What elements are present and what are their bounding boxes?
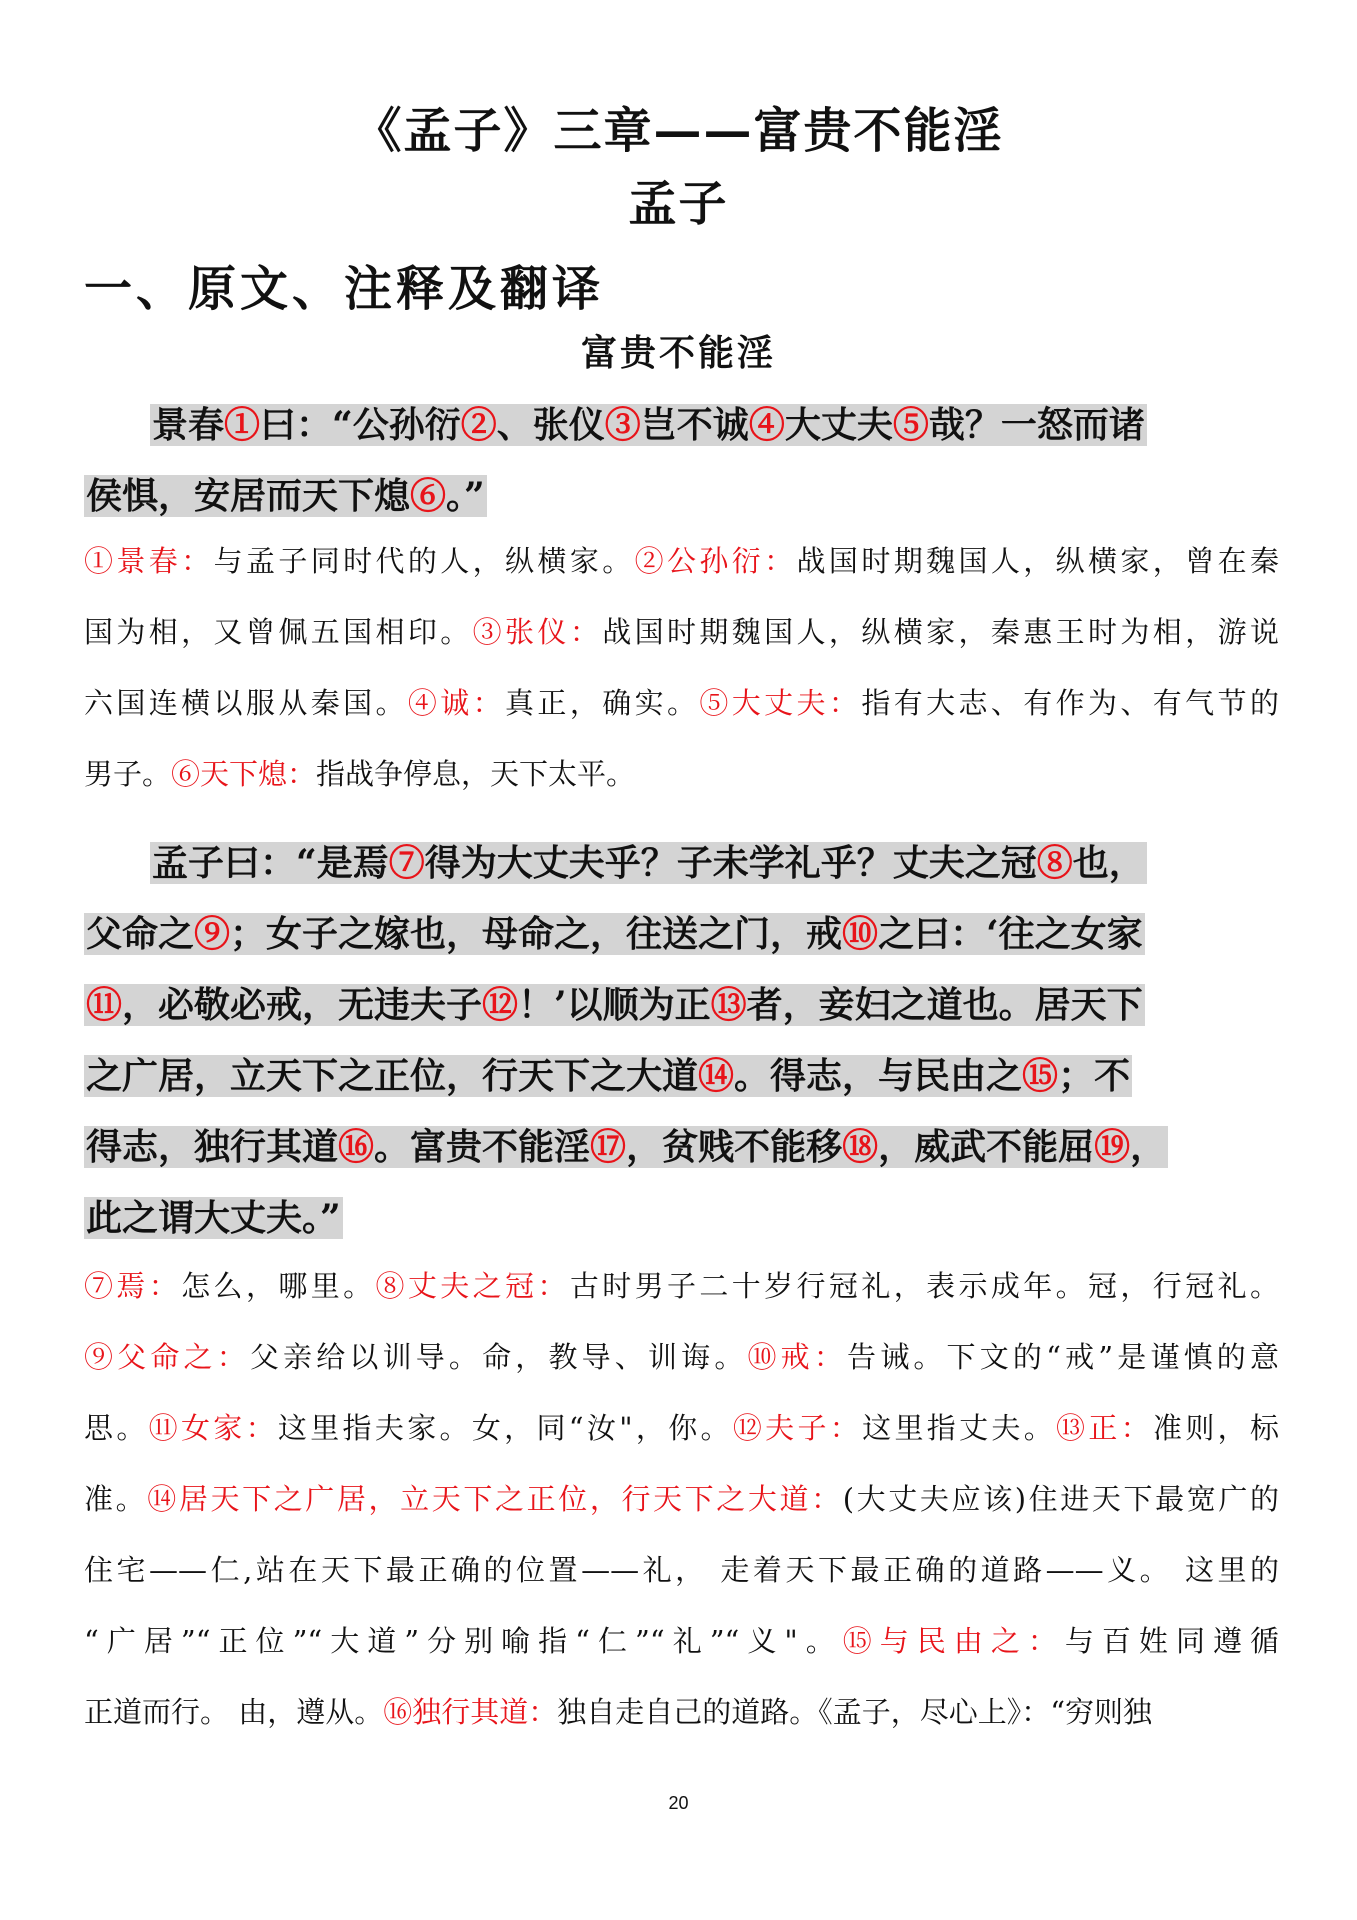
annotation-line: ⑦焉：怎么，哪里。⑧丈夫之冠：古时男子二十岁行冠礼，表示成年。冠，行冠礼。	[84, 1269, 1279, 1303]
original-text-1	[84, 390, 1279, 532]
annotation-line: 正道而行。 由，遵从。⑯独行其道：独自走自己的道路。《孟子，尽心上》：“穷则独	[84, 1695, 1153, 1729]
original-line: 孟子曰：“是焉⑦得为大丈夫乎？子未学礼乎？丈夫之冠⑧也，	[152, 842, 1145, 884]
annotation-line: 住宅——仁,站在天下最正确的位置——礼， 走着天下最正确的道路——义。 这里的	[84, 1553, 1279, 1587]
annotations-2	[84, 1251, 1279, 1748]
annotation-line: 国为相，又曾佩五国相印。③张仪：战国时期魏国人，纵横家，秦惠王时为相，游说	[84, 615, 1279, 649]
annotation-line: “广居”“正位”“大道”分别喻指“仁”“礼”“义"。⑮与民由之：与百姓同遵循	[84, 1624, 1279, 1658]
annotation-line: ⑨父命之：父亲给以训导。命，教导、训诲。⑩戒：告诫。下文的“戒”是谨慎的意	[84, 1340, 1279, 1374]
annotation-line: 男子。⑥天下熄：指战争停息，天下太平。	[84, 757, 636, 791]
annotations-1	[84, 526, 1279, 810]
annotation-line: 准。⑭居天下之广居，立天下之正位，行天下之大道：(大丈夫应该)住进天下最宽广的	[84, 1482, 1279, 1516]
annotation-line: 思。⑪女家：这里指夫家。女，同“汝"，你。⑫夫子：这里指丈夫。⑬正：准则，标	[84, 1411, 1279, 1445]
original-line: 侯惧，安居而天下熄⑥。”	[86, 475, 485, 517]
original-line: 得志，独行其道⑯。富贵不能淫⑰，贫贱不能移⑱，威武不能屈⑲，	[86, 1126, 1167, 1168]
original-line: 此之谓大丈夫。”	[86, 1197, 341, 1239]
original-line: 景春①曰：“公孙衍②、张仪③岂不诚④大丈夫⑤哉？一怒而诸	[152, 404, 1145, 446]
annotation-line: ①景春：与孟子同时代的人，纵横家。②公孙衍：战国时期魏国人，纵横家，曾在秦	[84, 544, 1279, 578]
original-line: 父命之⑨；女子之嫁也，母命之，往送之门，戒⑩之曰：‘往之女家	[86, 913, 1143, 955]
passage-subtitle: 富贵不能淫	[580, 332, 776, 374]
document-author: 孟子	[628, 176, 729, 232]
section-heading: 一、原文、注释及翻译	[84, 261, 605, 317]
original-text-2	[84, 828, 1279, 1254]
annotation-line: 六国连横以服从秦国。④诚：真正，确实。⑤大丈夫：指有大志、有作为、有气节的	[84, 686, 1279, 720]
original-line: ⑪，必敬必戒，无违夫子⑫！’以顺为正⑬者，妾妇之道也。居天下	[86, 984, 1143, 1026]
page-number: 20	[668, 1793, 689, 1813]
document-title: 《孟子》三章——富贵不能淫	[353, 103, 1004, 159]
original-line: 之广居，立天下之正位，行天下之大道⑭。得志，与民由之⑮；不	[86, 1055, 1131, 1097]
